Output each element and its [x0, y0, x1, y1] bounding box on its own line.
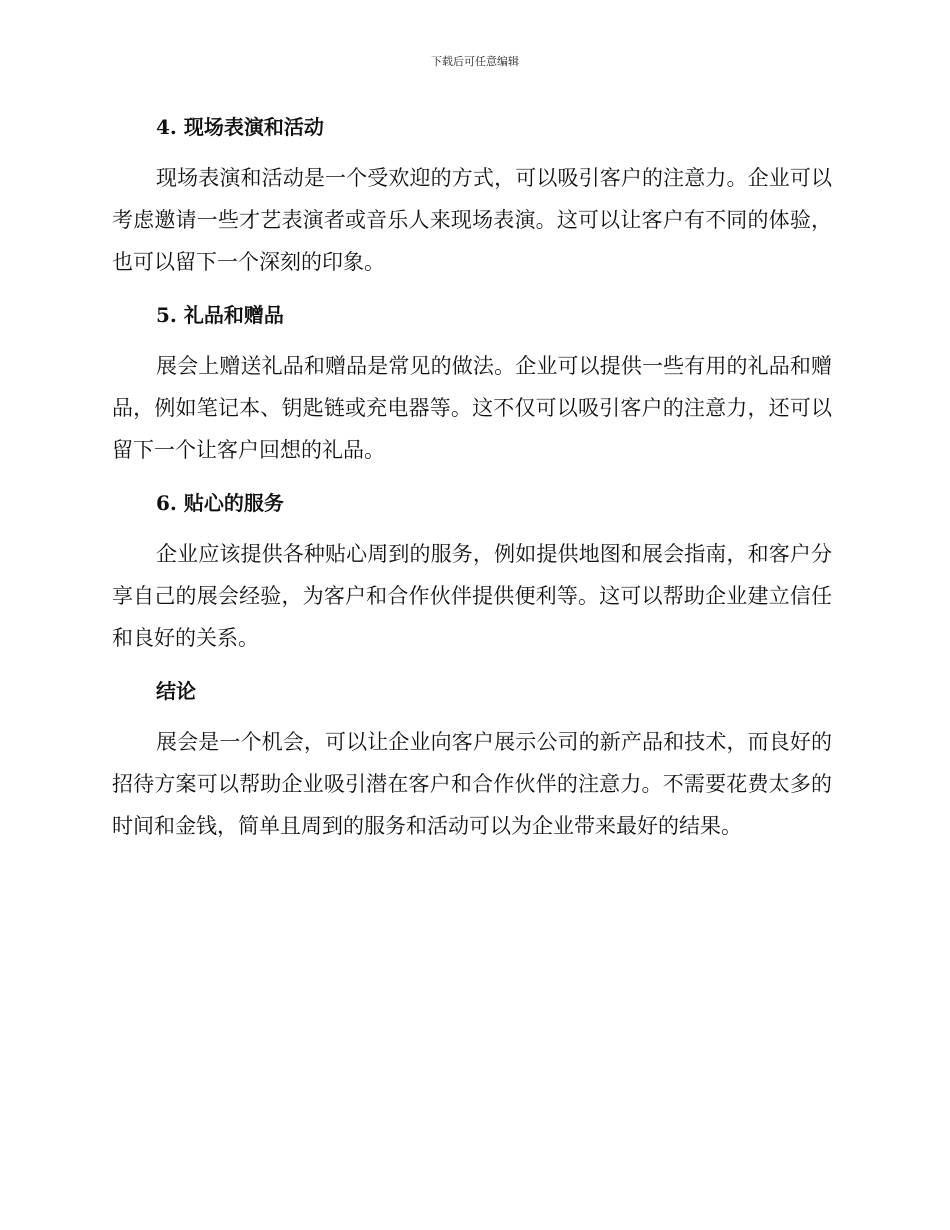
section-heading-gifts: 5. 礼品和赠品: [156, 303, 284, 327]
section-heading-conclusion: 结论: [156, 679, 196, 703]
section-heading-service: 6. 贴心的服务: [156, 491, 284, 515]
section-heading-performance: 4. 现场表演和活动: [156, 115, 324, 139]
section-body-performance: 现场表演和活动是一个受欢迎的方式，可以吸引客户的注意力。企业可以考虑邀请一些才艺表演者或音乐人来现场表演。这可以让客户有不同的体验，也可以留下一个深刻的印象。: [112, 166, 832, 274]
document-content: [112, 111, 832, 863]
section-body-service: 企业应该提供各种贴心周到的服务，例如提供地图和展会指南，和客户分享自己的展会经验，为客户和合作伙伴提供便利等。这可以帮助企业建立信任和良好的关系。: [112, 542, 832, 650]
section-body-conclusion: 展会是一个机会，可以让企业向客户展示公司的新产品和技术，而良好的招待方案可以帮助企业吸引潜在客户和合作伙伴的注意力。不需要花费太多的时间和金钱，简单且周到的服务和活动可以为企业带来最好的结果。: [112, 730, 832, 838]
section-body-gifts: 展会上赠送礼品和赠品是常见的做法。企业可以提供一些有用的礼品和赠品，例如笔记本、钥匙链或充电器等。这不仅可以吸引客户的注意力，还可以留下一个让客户回想的礼品。: [112, 354, 832, 462]
page-header: 下载后可任意编辑: [431, 55, 519, 68]
